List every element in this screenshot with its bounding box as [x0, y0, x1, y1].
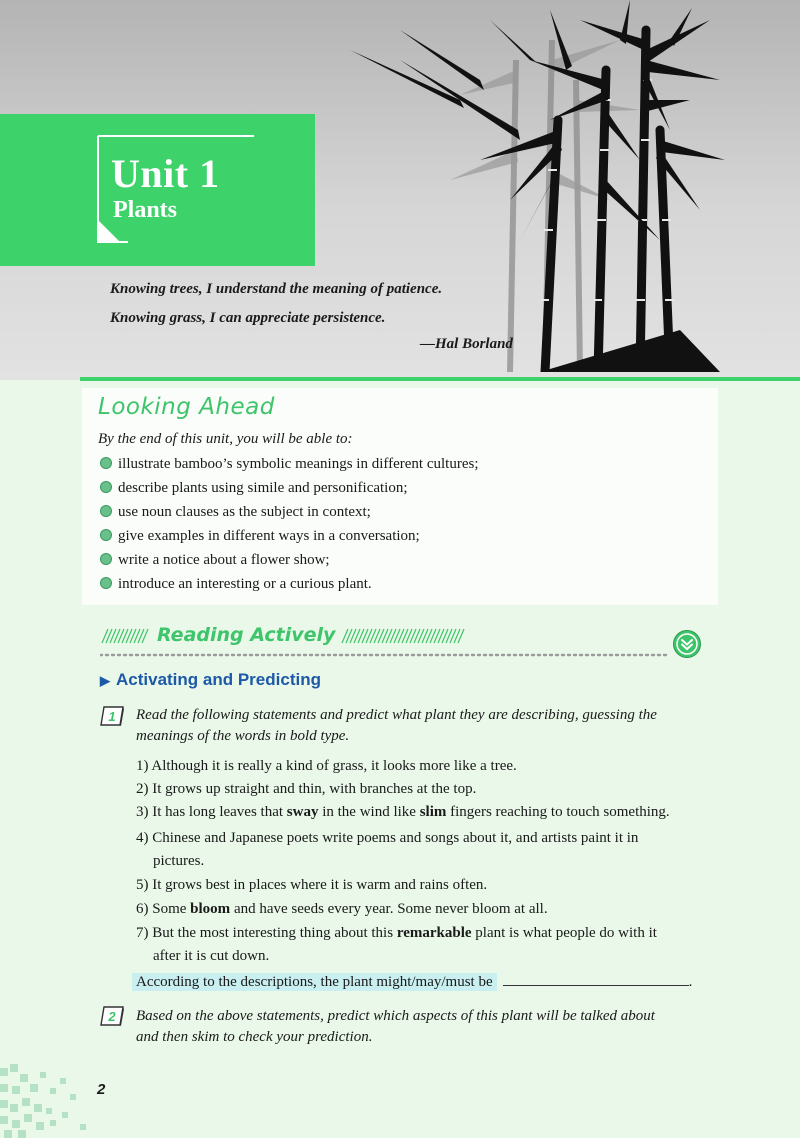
- statement-7-line2: after it is cut down.: [153, 948, 270, 964]
- objective-item: [100, 552, 330, 569]
- statement-3-text: in the wind like: [318, 804, 420, 820]
- unit-subtitle: Plants: [113, 197, 178, 223]
- statement-2: 2) It grows up straight and thin, with branches at the top.: [136, 781, 477, 797]
- statement-4-line1: 4) Chinese and Japanese poets write poems and songs about it, and artists paint it in: [136, 830, 639, 846]
- statement-6-text: and have seeds every year. Some never bloom at all.: [230, 901, 548, 917]
- answer-blank[interactable]: [503, 972, 689, 986]
- bullet-icon: [100, 457, 112, 469]
- objective-text: give examples in different ways in a conversation;: [118, 528, 420, 544]
- bold-word-remarkable: remarkable: [396, 925, 472, 941]
- quote-author: —Hal Borland: [420, 336, 513, 352]
- bold-word-sway: sway: [286, 804, 319, 820]
- objective-text: introduce an interesting or a curious plant.: [118, 576, 372, 592]
- objective-text: illustrate bamboo’s symbolic meanings in different cultures;: [118, 456, 479, 472]
- statement-3-text: 3) It has long leaves that: [136, 804, 287, 820]
- bullet-icon: [100, 505, 112, 517]
- looking-ahead-title: Looking Ahead: [98, 394, 275, 420]
- statement-4-line2: pictures.: [153, 853, 205, 869]
- objective-text: describe plants using simile and personification;: [118, 480, 408, 496]
- conclusion-text: According to the descriptions, the plant might/may/must be: [132, 973, 497, 991]
- expand-chevron-icon[interactable]: [672, 629, 702, 659]
- statement-1: 1) Although it is really a kind of grass, it looks more like a tree.: [136, 758, 517, 774]
- bullet-icon: [100, 553, 112, 565]
- green-divider: [80, 377, 800, 381]
- conclusion-period: .: [688, 974, 693, 990]
- statement-4: [136, 827, 706, 873]
- objective-text: use noun clauses as the subject in context;: [118, 504, 371, 520]
- bold-word-bloom: bloom: [190, 901, 231, 917]
- bullet-icon: [100, 577, 112, 589]
- activating-predicting-heading: [100, 670, 321, 690]
- task-number-2: 2: [108, 1009, 116, 1024]
- subsection-label: Activating and Predicting: [116, 670, 321, 689]
- task-number-badge: [100, 1006, 124, 1026]
- objective-text: write a notice about a flower show;: [118, 552, 330, 568]
- task1-instruction-line2: meanings of the words in bold type.: [136, 728, 350, 744]
- objective-item: [100, 504, 371, 521]
- bamboo-illustration: [340, 0, 730, 372]
- task2-instruction-line2: and then skim to check your prediction.: [136, 1029, 373, 1045]
- conclusion-line: [132, 972, 692, 991]
- quote-line-2: Knowing grass, I can appreciate persistence.: [110, 310, 386, 326]
- reading-actively-title: Reading Actively: [157, 624, 336, 646]
- task1-instruction: [136, 705, 706, 747]
- quote-line-1: Knowing trees, I understand the meaning of patience.: [110, 281, 443, 297]
- statement-7-text: plant is what people do with it: [471, 925, 657, 941]
- task1-instruction-line1: Read the following statements and predict what plant they are describing, guessing the: [136, 707, 657, 723]
- statement-6: [136, 898, 548, 921]
- objective-item: [100, 528, 420, 545]
- task2-instruction-line1: Based on the above statements, predict which aspects of this plant will be talked about: [136, 1008, 655, 1024]
- task2-instruction: [136, 1006, 706, 1048]
- task-number-badge: [100, 706, 124, 726]
- statement-3: [136, 801, 670, 824]
- pixel-decoration: [0, 1064, 100, 1138]
- statement-6-text: 6) Some: [136, 901, 191, 917]
- looking-ahead-intro: By the end of this unit, you will be able to:: [98, 431, 353, 447]
- statement-7-text: 7) But the most interesting thing about this: [136, 925, 397, 941]
- objective-item: [100, 480, 408, 497]
- statement-7: [136, 922, 706, 968]
- task-number-1: 1: [108, 709, 116, 724]
- objective-item: [100, 576, 372, 593]
- statement-5: 5) It grows best in places where it is warm and rains often.: [136, 877, 488, 893]
- bullet-icon: [100, 481, 112, 493]
- bold-word-slim: slim: [419, 804, 447, 820]
- statement-3-text: fingers reaching to touch something.: [446, 804, 670, 820]
- triangle-right-icon: ▶: [100, 673, 110, 688]
- unit-title: Unit 1: [111, 151, 220, 196]
- objective-item: [100, 456, 478, 473]
- bullet-icon: [100, 529, 112, 541]
- page-number: 2: [97, 1081, 106, 1098]
